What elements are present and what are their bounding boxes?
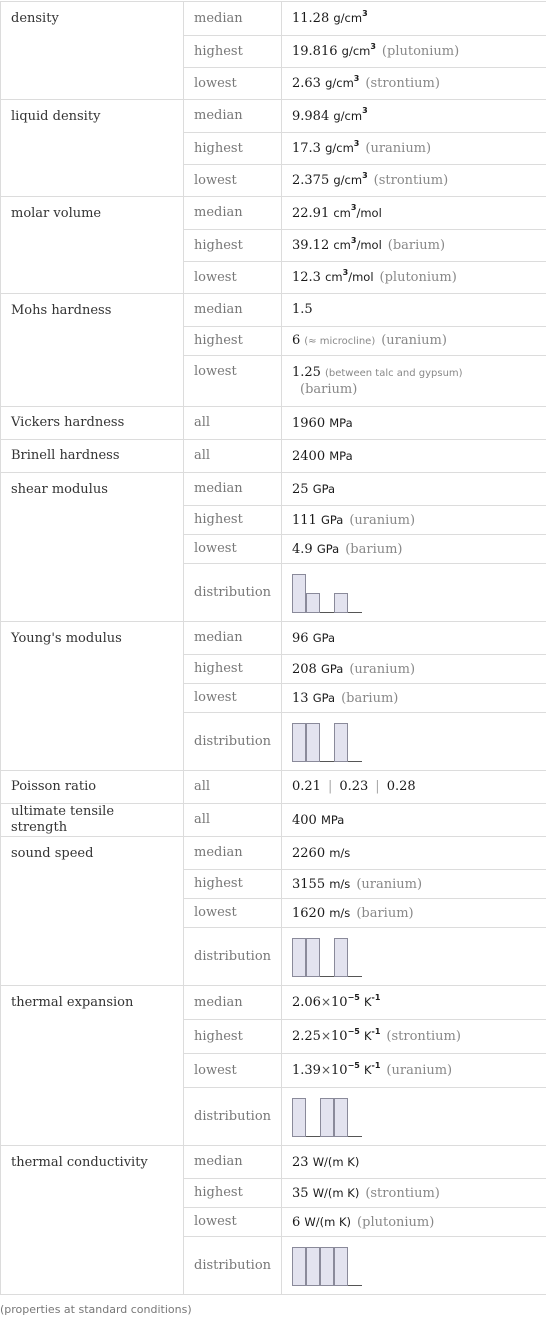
unit-exponent: 3	[350, 203, 357, 213]
stat-label: lowest	[184, 165, 282, 197]
property-label: sound speed	[1, 837, 184, 986]
times-sign: ×	[320, 1029, 332, 1043]
table-row	[1, 2, 546, 36]
value-cell	[282, 1020, 546, 1054]
property-label: Poisson ratio	[1, 771, 184, 804]
value-cell	[282, 262, 546, 294]
value-unit: m/s	[329, 845, 351, 860]
value-unit: K	[363, 995, 372, 1009]
stat-label: median	[184, 1146, 282, 1179]
histogram-bar	[292, 1247, 306, 1286]
property-label: liquid density	[1, 100, 184, 197]
value-number: 13	[292, 690, 309, 706]
value-unit: /mol	[348, 270, 374, 284]
value-number: 22.91	[292, 205, 330, 221]
property-label: thermal conductivity	[1, 1146, 184, 1295]
value-unit: GPa	[320, 512, 344, 527]
value-unit: W/(m K)	[312, 1154, 360, 1169]
value-unit: W/(m K)	[312, 1185, 360, 1200]
value-note: (barium)	[356, 905, 414, 921]
value-cell	[282, 407, 546, 440]
stat-label: lowest	[184, 262, 282, 294]
table-row	[1, 771, 546, 804]
stat-label: highest	[184, 506, 282, 535]
stat-label: highest	[184, 36, 282, 68]
footer-note: (properties at standard conditions)	[0, 1303, 192, 1316]
stat-label: distribution	[184, 928, 282, 986]
table-row	[1, 407, 546, 440]
value-cell	[282, 100, 546, 133]
value-cell	[282, 473, 546, 506]
value-number: 96	[292, 630, 309, 646]
value-cell	[282, 1054, 546, 1088]
value-unit: g/cm	[341, 44, 371, 58]
value-number: 9.984	[292, 108, 330, 124]
table-row	[1, 440, 546, 473]
unit-exponent: -1	[371, 1060, 381, 1070]
value-number: 12.3	[292, 270, 321, 285]
histogram-bar	[306, 938, 320, 977]
table-row	[1, 986, 546, 1020]
value-unit: cm	[333, 205, 351, 220]
unit-exponent: 3	[370, 41, 376, 51]
table-row	[1, 100, 546, 133]
times-sign: ×	[320, 995, 332, 1009]
table-row	[1, 197, 546, 230]
stat-label: distribution	[184, 564, 282, 622]
value-cell	[282, 165, 546, 197]
value-cell	[282, 622, 546, 655]
value-cell	[282, 1179, 546, 1208]
stat-label: median	[184, 2, 282, 36]
value-unit: W/(m K)	[304, 1214, 352, 1229]
stat-label: lowest	[184, 1054, 282, 1088]
properties-table	[0, 1, 546, 1295]
value-note: (uranium)	[386, 1063, 453, 1078]
stat-label: median	[184, 986, 282, 1020]
property-label: shear modulus	[1, 473, 184, 622]
property-label: Mohs hardness	[1, 294, 184, 407]
stat-label: lowest	[184, 68, 282, 100]
table-row	[1, 837, 546, 870]
value-number: 1.5	[292, 302, 313, 317]
value-cell	[282, 535, 546, 564]
value-cell	[282, 804, 546, 837]
value-note: (strontium)	[365, 1185, 440, 1201]
value-unit: cm	[325, 270, 343, 284]
value-cell	[282, 870, 546, 899]
value-unit: K	[363, 1063, 372, 1077]
value-base: 10	[331, 1029, 348, 1044]
stat-label: median	[184, 197, 282, 230]
table-row	[1, 294, 546, 327]
stat-label: distribution	[184, 1237, 282, 1295]
value-unit: m/s	[329, 905, 351, 920]
value-exponent: −5	[347, 1060, 360, 1070]
value-unit: /mol	[356, 238, 382, 252]
distribution-histogram	[292, 1097, 362, 1137]
value-base: 10	[331, 1063, 348, 1078]
value-cell	[282, 684, 546, 713]
histogram-bar	[306, 723, 320, 762]
value-cell	[282, 506, 546, 535]
histogram-bar	[320, 1247, 334, 1286]
value-exponent: −5	[347, 1026, 360, 1036]
property-label: ultimate tensile strength	[1, 804, 184, 837]
value-note: (strontium)	[373, 173, 449, 188]
unit-exponent: 3	[362, 106, 368, 116]
histogram-bar	[292, 723, 306, 762]
value-cell	[282, 356, 546, 407]
value-note: (uranium)	[349, 661, 416, 677]
distribution-cell	[282, 713, 546, 771]
value-cell	[282, 36, 546, 68]
value-unit: g/cm	[333, 173, 363, 187]
value-number: 400	[292, 812, 317, 828]
histogram-bar	[306, 1247, 320, 1286]
distribution-histogram	[292, 573, 362, 613]
value-note: (barium)	[300, 381, 358, 397]
distribution-histogram	[292, 1246, 362, 1286]
histogram-bar	[306, 593, 320, 613]
value-cell	[282, 440, 546, 473]
stat-label: highest	[184, 1179, 282, 1208]
property-label: density	[1, 2, 184, 100]
value-unit: GPa	[312, 630, 336, 645]
value-unit: GPa	[320, 661, 344, 676]
value-note: (barium)	[345, 541, 403, 557]
value-number: 1960	[292, 415, 326, 431]
value-number: 0.23	[339, 779, 369, 794]
value-base: 10	[331, 995, 348, 1010]
stat-label: highest	[184, 870, 282, 899]
value-note: (uranium)	[365, 141, 432, 156]
histogram-bar	[292, 574, 306, 613]
value-cell	[282, 771, 546, 804]
unit-exponent: -1	[371, 992, 381, 1002]
stat-label: all	[184, 407, 282, 440]
value-note: (barium)	[387, 238, 446, 253]
stat-label: lowest	[184, 356, 282, 407]
times-sign: ×	[320, 1063, 332, 1077]
stat-label: all	[184, 440, 282, 473]
value-note: (uranium)	[356, 876, 423, 892]
unit-exponent: 3	[342, 267, 349, 277]
unit-exponent: 3	[353, 138, 360, 148]
value-number: 4.9	[292, 541, 313, 557]
histogram-bar	[292, 1098, 306, 1137]
value-number: 1.25	[292, 364, 321, 380]
value-number: 19.816	[292, 44, 338, 59]
value-cell	[282, 133, 546, 165]
value-annotation: (between talc and gypsum)	[324, 367, 463, 379]
value-cell	[282, 68, 546, 100]
value-unit: GPa	[312, 690, 336, 705]
value-cell	[282, 230, 546, 262]
value-unit: g/cm	[325, 76, 354, 90]
value-number: 111	[292, 512, 317, 528]
stat-label: lowest	[184, 684, 282, 713]
value-number: 2400	[292, 448, 326, 464]
distribution-histogram	[292, 937, 362, 977]
value-number: 1620	[292, 905, 326, 921]
stat-label: highest	[184, 133, 282, 165]
value-note: (plutonium)	[381, 44, 460, 59]
value-unit: MPa	[320, 812, 345, 827]
value-note: (plutonium)	[357, 1214, 435, 1230]
value-number: 2.63	[292, 76, 321, 91]
stat-label: highest	[184, 327, 282, 356]
value-number: 2.375	[292, 173, 330, 188]
table-row	[1, 473, 546, 506]
stat-label: all	[184, 804, 282, 837]
stat-label: median	[184, 837, 282, 870]
value-note: (uranium)	[349, 512, 416, 528]
stat-label: distribution	[184, 713, 282, 771]
property-label: thermal expansion	[1, 986, 184, 1146]
value-number: 208	[292, 661, 317, 677]
stat-label: lowest	[184, 535, 282, 564]
histogram-bar	[334, 938, 348, 977]
stat-label: all	[184, 771, 282, 804]
value-number: 23	[292, 1154, 309, 1170]
value-cell	[282, 197, 546, 230]
value-unit: g/cm	[325, 141, 354, 155]
value-number: 35	[292, 1185, 309, 1201]
distribution-histogram	[292, 722, 362, 762]
value-unit: K	[363, 1029, 372, 1043]
value-cell	[282, 986, 546, 1020]
stat-label: highest	[184, 1020, 282, 1054]
value-unit: g/cm	[333, 11, 363, 25]
value-separator: |	[327, 779, 333, 794]
value-number: 0.28	[386, 779, 416, 794]
value-unit: GPa	[316, 541, 340, 556]
value-cell	[282, 1146, 546, 1179]
value-cell	[282, 1208, 546, 1237]
value-mantissa: 2.25	[292, 1029, 321, 1044]
value-unit: GPa	[312, 481, 336, 496]
value-number: 3155	[292, 876, 326, 892]
value-cell	[282, 294, 546, 327]
value-unit: g/cm	[333, 108, 363, 123]
property-label: Young's modulus	[1, 622, 184, 771]
histogram-bar	[320, 1098, 334, 1137]
distribution-cell	[282, 564, 546, 622]
value-note: (barium)	[341, 690, 399, 706]
value-number: 17.3	[292, 141, 321, 156]
value-note: (plutonium)	[379, 270, 457, 285]
table-row	[1, 804, 546, 837]
property-label: Brinell hardness	[1, 440, 184, 473]
value-number: 11.28	[292, 11, 330, 26]
distribution-cell	[282, 928, 546, 986]
value-mantissa: 1.39	[292, 1063, 321, 1078]
unit-exponent: 3	[362, 8, 368, 18]
unit-exponent: 3	[350, 235, 357, 245]
stat-label: lowest	[184, 1208, 282, 1237]
value-number: 39.12	[292, 238, 330, 253]
value-unit: MPa	[329, 448, 353, 463]
value-number: 0.21	[292, 779, 321, 794]
distribution-cell	[282, 1088, 546, 1146]
value-note: (uranium)	[381, 332, 447, 348]
stat-label: lowest	[184, 899, 282, 928]
value-unit: m/s	[329, 876, 351, 891]
value-number: 6	[292, 332, 301, 348]
distribution-cell	[282, 1237, 546, 1295]
histogram-bar	[292, 938, 306, 977]
stat-label: median	[184, 622, 282, 655]
stat-label: median	[184, 100, 282, 133]
histogram-bar	[334, 1098, 348, 1137]
value-annotation: (≈ microcline)	[304, 335, 376, 347]
table-row	[1, 1146, 546, 1179]
value-number: 6	[292, 1214, 301, 1230]
unit-exponent: 3	[353, 73, 360, 83]
stat-label: median	[184, 294, 282, 327]
histogram-bar	[334, 1247, 348, 1286]
unit-exponent: 3	[362, 170, 368, 180]
value-cell	[282, 2, 546, 36]
value-note: (strontium)	[386, 1029, 461, 1044]
stat-label: highest	[184, 230, 282, 262]
value-note: (strontium)	[365, 76, 440, 91]
histogram-bar	[334, 723, 348, 762]
property-label: molar volume	[1, 197, 184, 294]
value-number: 25	[292, 481, 309, 497]
value-cell	[282, 655, 546, 684]
value-mantissa: 2.06	[292, 995, 321, 1010]
value-cell	[282, 899, 546, 928]
stat-label: distribution	[184, 1088, 282, 1146]
value-separator: |	[375, 779, 380, 794]
value-cell	[282, 837, 546, 870]
value-number: 2260	[292, 845, 326, 861]
value-cell	[282, 327, 546, 356]
value-unit: cm	[333, 238, 351, 252]
property-label: Vickers hardness	[1, 407, 184, 440]
table-row	[1, 622, 546, 655]
value-unit: /mol	[356, 205, 382, 220]
stat-label: highest	[184, 655, 282, 684]
histogram-bar	[334, 593, 348, 613]
value-exponent: −5	[347, 992, 360, 1002]
unit-exponent: -1	[371, 1026, 381, 1036]
value-unit: MPa	[329, 415, 353, 430]
stat-label: median	[184, 473, 282, 506]
